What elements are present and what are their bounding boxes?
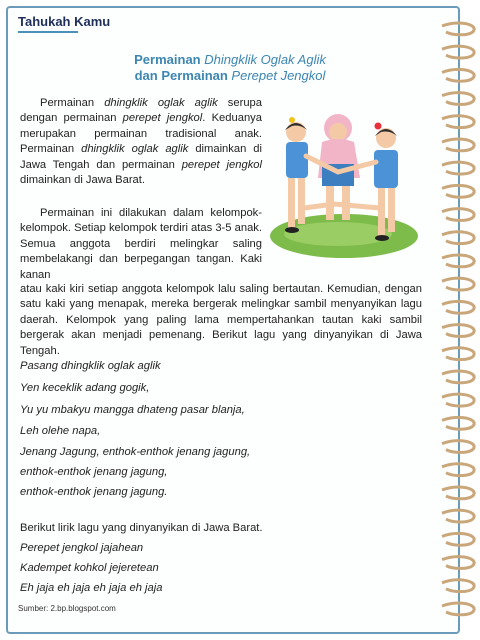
spiral-ring: [442, 301, 474, 313]
song1-line: Pasang dhingklik oglak aglik: [20, 360, 161, 372]
spiral-ring: [442, 510, 474, 522]
song1-line: Yu yu mbakyu mangga dhateng pasar blanja,: [20, 404, 245, 416]
paragraph-rules-part-1: Permainan ini dilakukan dalam kelompok-kelompok. Setiap kelompok terdiri atas 3-5 anak. Semua anggota berdiri melingkar saling membelakangi dan berpegangan tangan. Kaki kanan: [20, 207, 262, 281]
paragraph-rules-part-2: atau kaki kiri setiap anggota kelompok lalu saling bertautan. Kemudian, dengan satu kaki yang menapak, mereka bergerak melingkar sambil menyanyikan lagu daerah. Kelompok yang paling lama mempertahankan tautan kaki sambil bergerak akan menjadi pemenang. Berikut lagu yang dinyanyikan di Jawa Tengah.: [20, 283, 422, 357]
spiral-ring: [442, 162, 474, 174]
spiral-ring: [442, 394, 474, 406]
spiral-ring: [442, 278, 474, 290]
song2-line: Kadempet kohkol jejeretean: [20, 562, 159, 574]
spiral-ring: [442, 232, 474, 244]
spiral-ring: [442, 557, 474, 569]
page-title-line-2: dan Permainan Perepet Jengkol: [134, 68, 326, 83]
song1-line: enthok-enthok jenang jagung,: [20, 466, 168, 478]
song1-line: Leh olehe napa,: [20, 425, 101, 437]
spiral-ring: [442, 116, 474, 128]
song2-line: Eh jaja eh jaja eh jaja eh jaja: [20, 582, 163, 594]
page-title-line-1: Permainan Dhingklik Oglak Aglik: [134, 52, 326, 67]
spiral-ring: [442, 325, 474, 337]
spiral-ring: [442, 46, 474, 58]
spiral-ring: [442, 93, 474, 105]
song1-line: Yen keceklik adang gogik,: [20, 382, 150, 394]
spiral-ring: [442, 371, 474, 383]
spiral-ring: [442, 209, 474, 221]
spiral-ring: [442, 417, 474, 429]
spiral-ring: [442, 533, 474, 545]
song1-line: Jenang Jagung, enthok-enthok jenang jagung,: [20, 446, 251, 458]
children-playing-illustration: [268, 108, 420, 260]
spiral-ring: [442, 487, 474, 499]
spiral-ring: [442, 23, 474, 35]
paragraph-intro: Permainan dhingklik oglak aglik serupa dengan permainan perepet jengkol. Keduanya merupakan permainan tradisional anak. Permainan dhingklik oglak aglik dimainkan di Jawa Tengah dan permainan perepet jengkol dimainkan di Jawa Barat.: [20, 97, 262, 187]
spiral-ring: [442, 348, 474, 360]
spiral-ring: [442, 69, 474, 81]
image-source-credit: Sumber: 2.bp.blogspot.com: [18, 604, 116, 613]
spiral-ring: [442, 464, 474, 476]
spiral-binding: [438, 20, 478, 630]
paragraph-west-java-intro: Berikut lirik lagu yang dinyanyikan di Jawa Barat.: [20, 522, 263, 534]
spiral-ring: [442, 580, 474, 592]
song1-line: enthok-enthok jenang jagung.: [20, 486, 168, 498]
spiral-ring: [442, 255, 474, 267]
spiral-ring: [442, 185, 474, 197]
section-label: Tahukah Kamu: [18, 14, 110, 33]
spiral-ring: [442, 441, 474, 453]
spiral-ring: [442, 139, 474, 151]
song2-line: Perepet jengkol jajahean: [20, 542, 144, 554]
spiral-ring: [442, 603, 474, 615]
